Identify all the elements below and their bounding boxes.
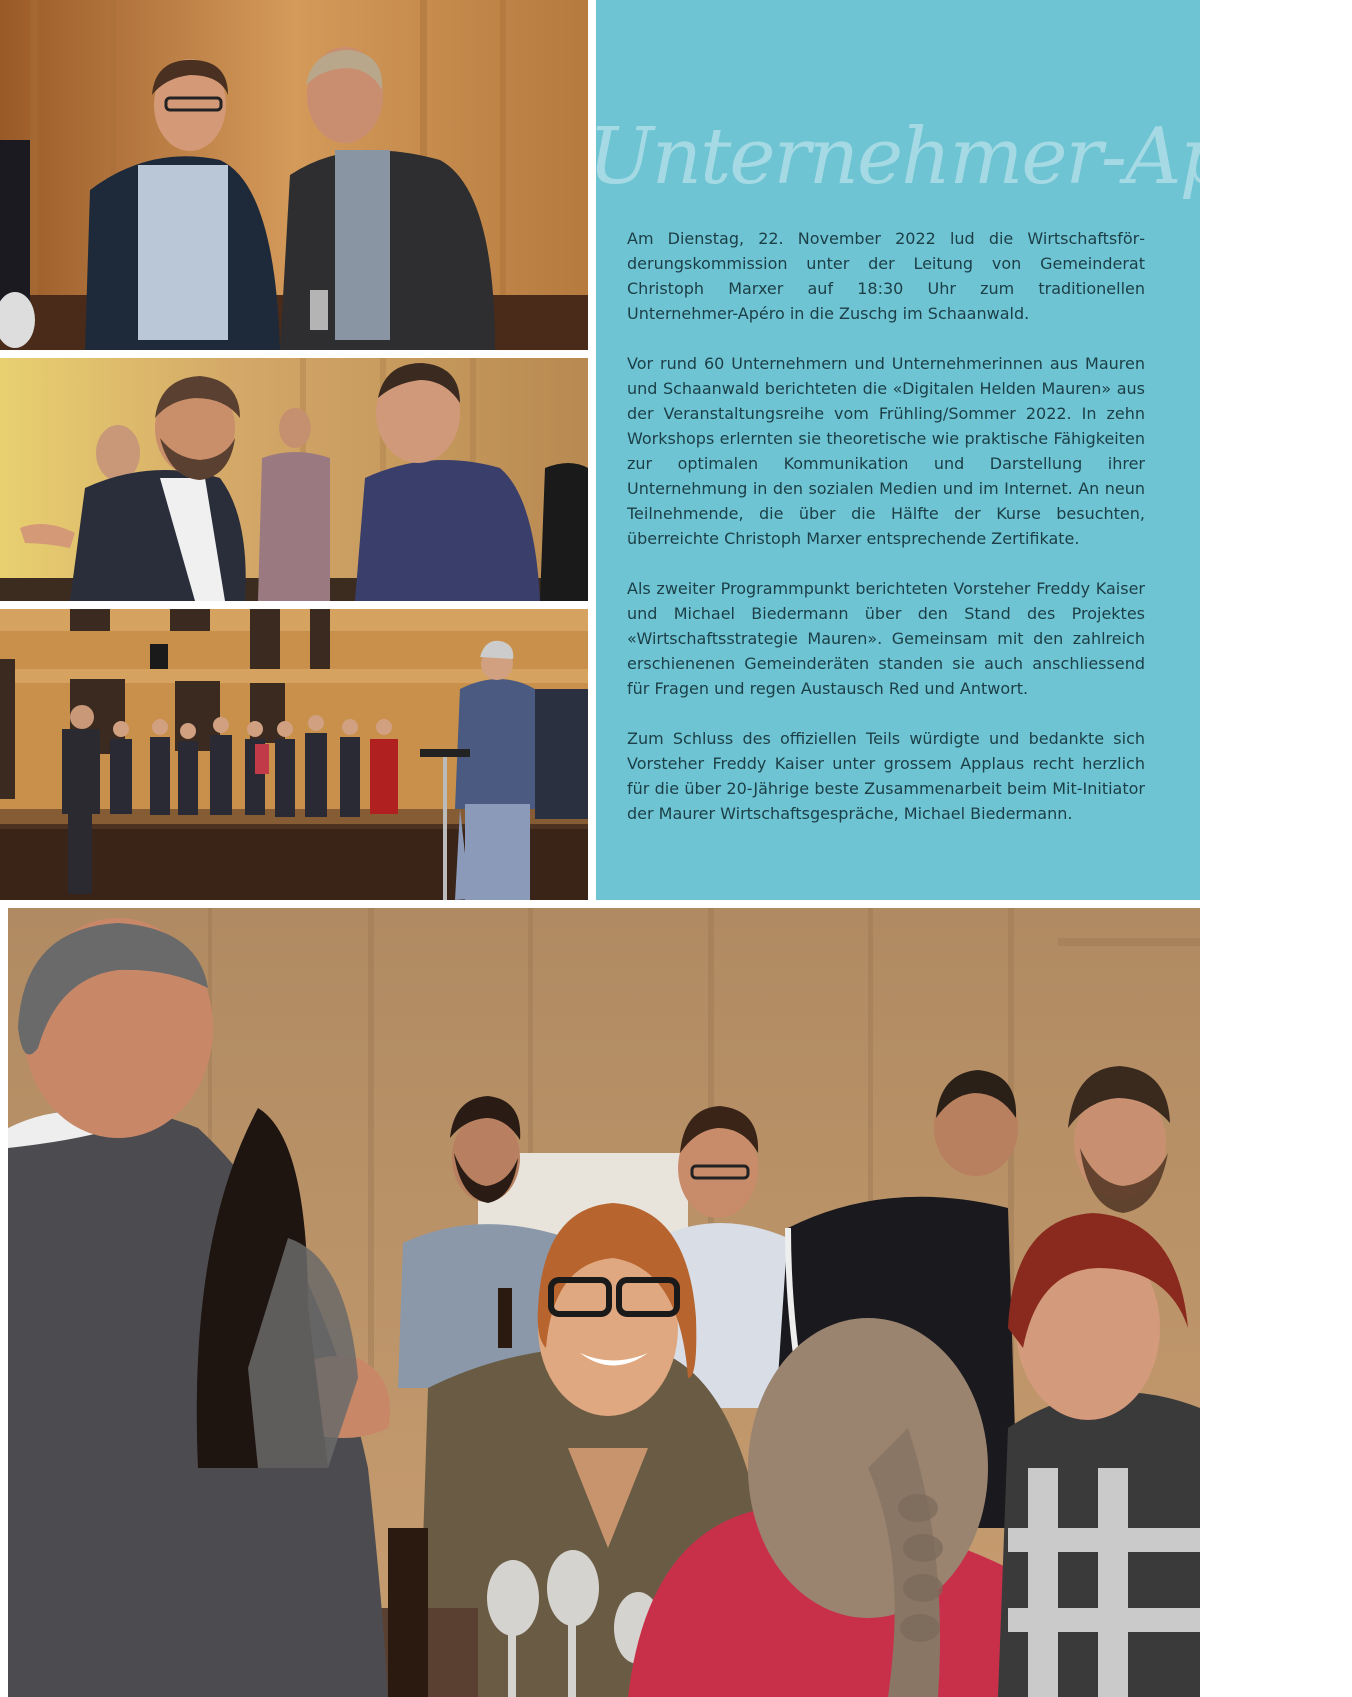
article-paragraph-3: Als zweiter Programmpunkt berichteten Vorsteher Freddy Kaiser und Michael Biedermann über den Stand des Projektes «Wirtschaftsstrategie Mauren». Gemeinsam mit den zahlreich erschienenen Gemeinderäten standen sie auch anschliessend für Fragen und regen Austausch Red und Antwort. bbox=[627, 579, 1145, 698]
article-title: Unternehmer-Apéro bbox=[588, 112, 1352, 202]
article-body bbox=[627, 226, 1145, 851]
article-panel bbox=[588, 0, 1352, 900]
article-paragraph-1: Am Dienstag, 22. November 2022 lud die Wirtschaftsförderungskommission unter der Leitung von Gemeinderat Christoph Marxer auf 18:30 Uhr zum traditionellen Unternehmer-Apéro in die Zuschg im Schaanwald. bbox=[627, 229, 1145, 323]
photo-men-talking bbox=[0, 358, 588, 601]
article-paragraph-2: Vor rund 60 Unternehmern und Unternehmerinnen aus Mauren und Schaanwald berichteten die «Digitalen Helden Mauren» aus der Veranstaltungsreihe vom Frühling/Sommer 2022. In zehn Workshops erlernten sie theoretische wie praktische Fähigkeiten zur optimalen Kommunikation und Darstellung ihrer Unternehmung in den sozialen Medien und im Internet. An neun Teilnehmende, die über die Hälfte der Kurse besuchten, überreichte Christoph Marxer entsprechende Zertifikate. bbox=[627, 354, 1145, 548]
photo-crowd-conversation bbox=[8, 908, 1200, 1697]
photo-hall-group bbox=[0, 609, 588, 900]
photo-two-men-smiling bbox=[0, 0, 588, 350]
article-paragraph-4: Zum Schluss des offiziellen Teils würdigte und bedankte sich Vorsteher Freddy Kaiser unter grossem Applaus recht herzlich für die über 20-Jährige beste Zusammenarbeit beim Mit-Initiator der Maurer Wirtschaftsgespräche, Michael Biedermann. bbox=[627, 729, 1145, 823]
